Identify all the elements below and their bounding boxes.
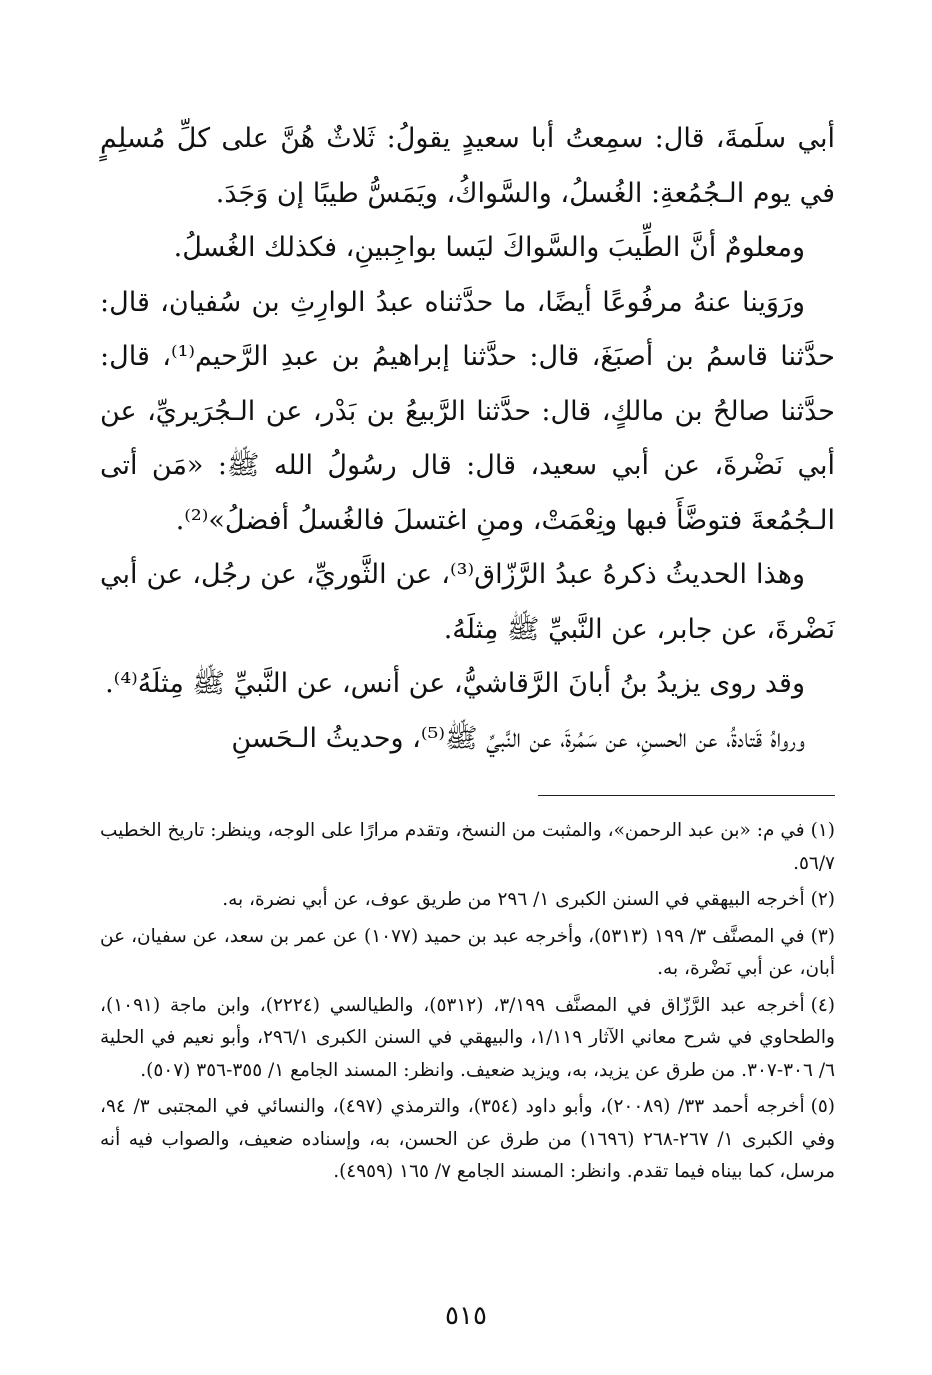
footnotes-section: [100, 815, 835, 1193]
footnote-number: (٤): [810, 994, 835, 1016]
footnote-text: أخرجه أحمد ٣٣/ (٢٠٠٨٩)، وأبو داود (٣٥٤)، والترمذي (٤٩٧)، والنسائي في المجتبى ٣/ ٩٤، وفي الكبرى ١/ ٢٦٧-٢٦٨ (١٦٩٦) من طرق عن الحسن، به، وإسناده ضعيف، والصواب فيه أنه مرسل، كما بيناه فيما تقدم. وانظر: المسند الجامع ٧/ ١٦٥ (٤٩٥٩).: [100, 1096, 836, 1182]
main-body-text: [100, 112, 835, 766]
footnote: [100, 884, 835, 917]
footnote-text: في م: «بن عبد الرحمن»، والمثبت من النسخ، وتقدم مرارًا على الوجه، وينظر: تاريخ الخطيب ٥٦/٧.: [100, 820, 835, 874]
paragraph: ومعلومٌ أنَّ الطِّيبَ والسَّواكَ ليَسا بواجِبينِ، فكذلك الغُسلُ.: [173, 232, 805, 263]
footnote-number: (٣): [810, 925, 835, 947]
paragraph: وقد روى يزيدُ بنُ أبانَ الرَّقاشيُّ، عن أنس، عن النَّبيِّ ﷺ مِثلَهُ⁽⁴⁾.: [105, 668, 805, 699]
footnote: [100, 815, 835, 880]
footnote: [100, 1091, 835, 1189]
paragraph-continuation: أبي سلَمةَ، قال: سمِعتُ أبا سعيدٍ يقولُ: ثَلاثٌ هُنَّ على كلِّ مُسلِمٍ في يوم الـجُمُعةِ: الغُسلُ، والسَّواكُ، ويَمَسُّ طيبًا إن وَجَدَ.: [100, 123, 835, 209]
footnote-text: في المصنَّف ٣/ ١٩٩ (٥٣١٣)، وأخرجه عبد بن حميد (١٠٧٧) عن عمر بن سعد، عن سفيان، عن أبان، عن أبي نَضْرة، به.: [100, 925, 835, 979]
page-number: ٥١٥: [445, 1301, 487, 1331]
paragraph: ورواهُ قَتادةُ، عن الحسنِ، عن سَمُرةَ، عن النَّبيِّ ﷺ⁽⁵⁾، وحديثُ الـحَسنِ: [231, 722, 805, 754]
paragraph: ورَوَينا عنهُ مرفُوعًا أيضًا، ما حدَّثناه عبدُ الوارِثِ بن سُفيان، قال: حدَّثنا قاسمُ بن أصبَغَ، قال: حدَّثنا إبراهيمُ بن عبدِ الرَّحيم⁽¹⁾، قال: حدَّثنا صالحُ بن مالكٍ، قال: حدَّثنا الرَّبيعُ بن بَدْر، عن الـجُرَيريِّ، عن أبي نَضْرةَ، عن أبي سعيد، قال: قال رسُولُ الله ﷺ: «مَن أتى الـجُمُعةَ فتوضَّأَ فبها ونِعْمَتْ، ومنِ اغتسلَ فالغُسلُ أفضلُ»⁽²⁾.: [100, 286, 835, 536]
footnote-text: أخرجه البيهقي في السنن الكبرى ١/ ٢٩٦ من طريق عوف، عن أبي نضرة، به.: [222, 889, 805, 910]
footnote-separator: [538, 795, 835, 796]
footnote: [100, 921, 835, 986]
footnote-number: (٢): [810, 889, 835, 910]
footnote-number: (١): [810, 820, 835, 841]
paragraph: وهذا الحديثُ ذكرهُ عبدُ الرَّزّاق⁽³⁾، عن الثَّوريِّ، عن رجُل، عن أبي نَضْرةَ، عن جابر، عن النَّبيِّ ﷺ مِثلَهُ.: [100, 559, 835, 645]
footnote-text: أخرجه عبد الرَّزّاق في المصنَّف ٣/١٩٩، (٥٣١٢)، والطيالسي (٢٢٢٤)، وابن ماجة (١٠٩١)، والطحاوي في شرح معاني الآثار ١/١١٩، والبيهقي في السنن الكبرى ٢٩٦/١، وأبو نعيم في الحلية ٦/ ٣٠٦-٣٠٧. من طرق عن يزيد، به، ويزيد ضعيف. وانظر: المسند الجامع ١/ ٣٥٥-٣٥٦ (٥٠٧).: [100, 994, 835, 1081]
footnote-number: (٥): [810, 1096, 835, 1117]
footnote: [100, 990, 835, 1088]
